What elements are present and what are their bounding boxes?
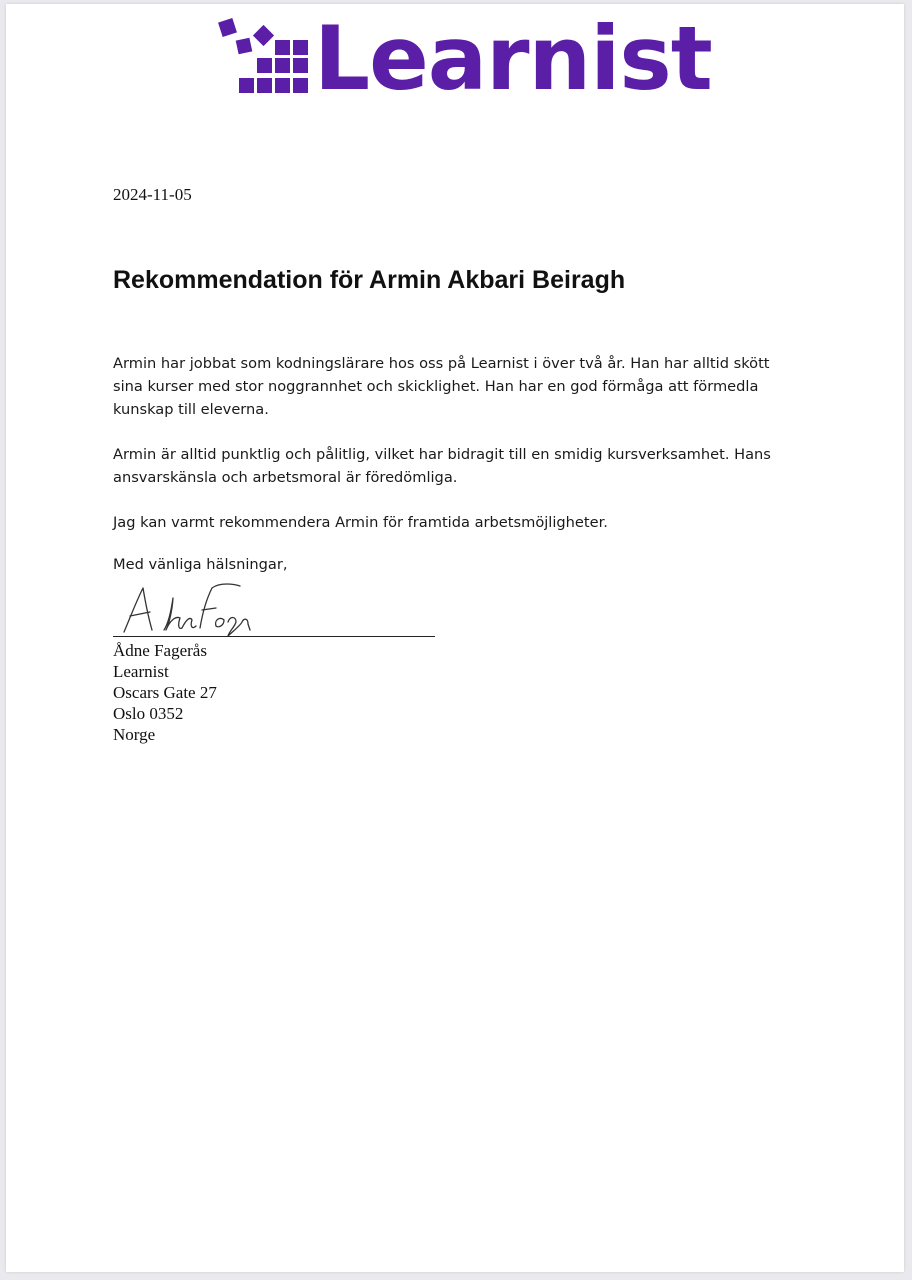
body-paragraph: Jag kan varmt rekommendera Armin för framtida arbetsmöjligheter. (113, 514, 608, 531)
signature-line (113, 636, 435, 637)
letter-page (6, 4, 904, 1272)
sender-address (113, 640, 217, 745)
learnist-logo (218, 7, 712, 110)
sender-street: Oscars Gate 27 (113, 683, 217, 702)
letter-title: Rekommendation för Armin Akbari Beiragh (113, 266, 626, 294)
sender-city: Oslo 0352 (113, 704, 184, 723)
sender-country: Norge (113, 725, 156, 744)
sender-company: Learnist (113, 662, 169, 681)
letter-body (113, 352, 793, 556)
logo-mark-icon (218, 16, 308, 106)
letter-date: 2024-11-05 (113, 185, 192, 204)
handwritten-signature (116, 580, 266, 640)
body-paragraph: Armin är alltid punktlig och pålitlig, vilket har bidragit till en smidig kursverksamhet. Hans ansvarskänsla och arbetsmoral är föredömliga. (113, 446, 771, 486)
logo-wordmark: Learnist (314, 7, 712, 110)
sender-name: Ådne Fagerås (113, 641, 207, 660)
body-paragraph: Armin har jobbat som kodningslärare hos oss på Learnist i över två år. Han har alltid skött sina kurser med stor noggrannhet och skicklighet. Han har en god förmåga att förmedla kunskap till eleverna. (113, 355, 770, 418)
closing-phrase: Med vänliga hälsningar, (113, 556, 288, 573)
